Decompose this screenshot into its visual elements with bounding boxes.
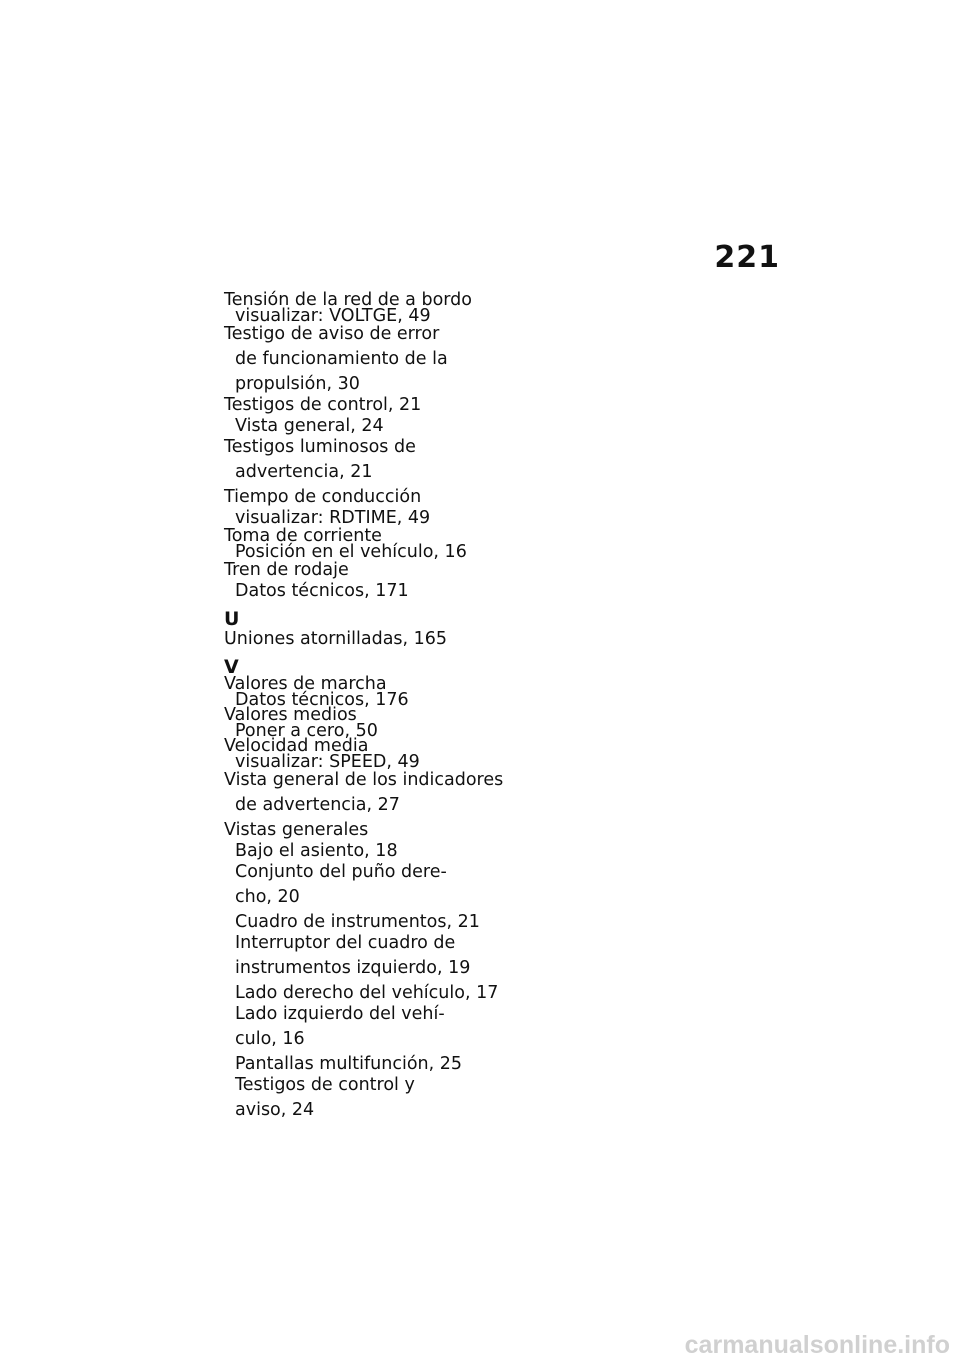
index-subentry: advertencia, 21 — [235, 462, 373, 482]
index-entry: Uniones atornilladas, 165 — [224, 629, 448, 649]
index-subentry: Lado izquierdo del vehí- — [235, 1004, 445, 1024]
index-subentry: visualizar: SPEED, 49 — [235, 751, 420, 772]
index-subentry: Testigos de control y — [235, 1075, 415, 1095]
index-subentry: instrumentos izquierdo, 19 — [235, 958, 471, 978]
index-entry: Testigos luminosos de — [224, 437, 416, 457]
section-letter: U — [224, 608, 240, 630]
index-subentry: Datos técnicos, 171 — [235, 581, 409, 601]
index-subentry: Lado derecho del vehículo, 17 — [235, 983, 499, 1003]
index-subentry: culo, 16 — [235, 1029, 305, 1049]
index-entry: Testigos de control, 21 — [224, 395, 422, 415]
index-subentry: cho, 20 — [235, 887, 300, 907]
index-subentry: Datos técnicos, 176 — [235, 689, 409, 710]
section-letter: V — [224, 656, 239, 678]
index-subentry: Poner a cero, 50 — [235, 720, 378, 741]
index-list — [224, 290, 524, 1125]
index-entry: Vista general de los indicadores — [224, 770, 504, 790]
index-subentry: de advertencia, 27 — [235, 795, 400, 815]
index-entry: Tensión de la red de a bordo — [224, 290, 472, 310]
index-entry: Tren de rodaje — [224, 560, 349, 580]
index-subentry: Cuadro de instrumentos, 21 — [235, 912, 480, 932]
index-entry: Vistas generales — [224, 820, 369, 840]
index-subentry: Bajo el asiento, 18 — [235, 841, 398, 861]
index-subentry: visualizar: RDTIME, 49 — [235, 508, 431, 528]
index-subentry: Conjunto del puño dere- — [235, 862, 447, 882]
index-entry: Velocidad media — [224, 736, 369, 756]
page-number: 221 — [714, 240, 780, 275]
index-subentry: aviso, 24 — [235, 1100, 315, 1120]
index-entry: Valores medios — [224, 705, 357, 725]
index-entry: Valores de marcha — [224, 674, 387, 694]
index-subentry: Posición en el vehículo, 16 — [235, 541, 467, 562]
index-subentry: Interruptor del cuadro de — [235, 933, 456, 953]
index-subentry: propulsión, 30 — [235, 374, 360, 394]
index-subentry: de funcionamiento de la — [235, 349, 448, 369]
index-subentry: Vista general, 24 — [235, 416, 384, 436]
index-entry: Toma de corriente — [224, 526, 382, 546]
index-entry: Tiempo de conducción — [224, 487, 422, 507]
index-subentry: visualizar: VOLTGE, 49 — [235, 305, 431, 326]
index-subentry: Pantallas multifunción, 25 — [235, 1054, 463, 1074]
index-entry: Testigo de aviso de error — [224, 324, 440, 344]
watermark: carmanualsonline.info — [684, 1331, 950, 1359]
